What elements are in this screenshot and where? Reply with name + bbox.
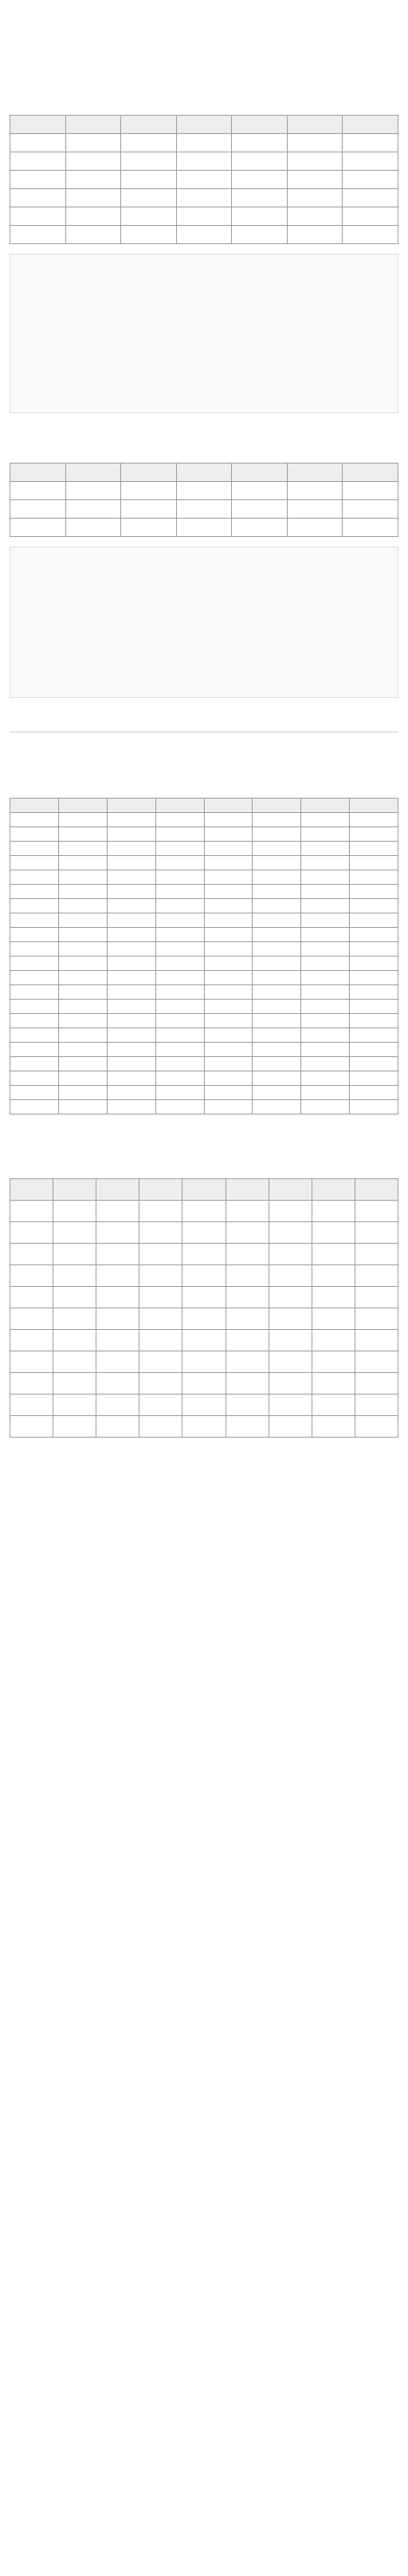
section2-note-2 bbox=[10, 759, 398, 771]
table-row bbox=[10, 957, 398, 971]
section2-note-3 bbox=[10, 1124, 398, 1135]
table-d bbox=[10, 1178, 398, 1438]
table-row bbox=[10, 885, 398, 899]
chart-b-placeholder bbox=[10, 546, 398, 698]
table-a-caption bbox=[10, 99, 398, 110]
closing-note-5 bbox=[10, 1511, 398, 1522]
table-row bbox=[10, 482, 398, 500]
table-row bbox=[10, 134, 398, 152]
table-row bbox=[10, 827, 398, 842]
table-row bbox=[10, 1179, 398, 1201]
table-row bbox=[10, 1287, 398, 1308]
chart-a-caption bbox=[10, 424, 398, 436]
source-footer bbox=[10, 1535, 398, 1546]
chart-a-placeholder bbox=[10, 254, 398, 413]
table-row bbox=[10, 519, 398, 537]
chart-b-caption bbox=[10, 709, 398, 720]
table-row bbox=[10, 207, 398, 226]
table-row bbox=[10, 1351, 398, 1373]
table-row bbox=[10, 1308, 398, 1330]
table-row bbox=[10, 1028, 398, 1043]
table-row bbox=[10, 1330, 398, 1351]
table-b bbox=[10, 463, 398, 537]
table-row bbox=[10, 1043, 398, 1057]
table-row bbox=[10, 226, 398, 244]
section2-note-1 bbox=[10, 744, 398, 755]
table-d-caption bbox=[10, 1162, 398, 1174]
table-row bbox=[10, 985, 398, 1000]
table-row bbox=[10, 152, 398, 171]
note-2 bbox=[10, 61, 398, 72]
table-row bbox=[10, 1222, 398, 1244]
table-row bbox=[10, 1100, 398, 1114]
closing-note-3 bbox=[10, 1479, 398, 1490]
table-row bbox=[10, 1057, 398, 1071]
table-row bbox=[10, 1265, 398, 1287]
closing-note-2 bbox=[10, 1463, 398, 1474]
table-row bbox=[10, 1373, 398, 1395]
intro-paragraph bbox=[10, 13, 398, 35]
table-row bbox=[10, 813, 398, 827]
table-c-caption bbox=[10, 782, 398, 793]
table-row bbox=[10, 171, 398, 189]
section2-note-4 bbox=[10, 1140, 398, 1151]
table-row bbox=[10, 1201, 398, 1222]
closing-note-1 bbox=[10, 1447, 398, 1458]
table-row bbox=[10, 971, 398, 985]
table-row bbox=[10, 1071, 398, 1086]
closing-note-4 bbox=[10, 1495, 398, 1506]
table-row bbox=[10, 500, 398, 519]
table-c bbox=[10, 798, 398, 1114]
table-row bbox=[10, 1014, 398, 1028]
table-row bbox=[10, 189, 398, 207]
table-b-caption bbox=[10, 447, 398, 458]
table-row bbox=[10, 928, 398, 942]
table-row bbox=[10, 1000, 398, 1014]
table-row bbox=[10, 1244, 398, 1265]
table-row bbox=[10, 870, 398, 885]
table-row bbox=[10, 1086, 398, 1100]
table-row bbox=[10, 942, 398, 957]
table-row bbox=[10, 116, 398, 134]
table-row bbox=[10, 1416, 398, 1438]
table-row bbox=[10, 899, 398, 913]
table-row bbox=[10, 913, 398, 928]
table-row bbox=[10, 799, 398, 813]
table-row bbox=[10, 464, 398, 482]
note-3 bbox=[10, 77, 398, 88]
table-row bbox=[10, 1395, 398, 1416]
note-1 bbox=[10, 45, 398, 56]
table-row bbox=[10, 856, 398, 870]
table-a bbox=[10, 115, 398, 244]
table-row bbox=[10, 842, 398, 856]
